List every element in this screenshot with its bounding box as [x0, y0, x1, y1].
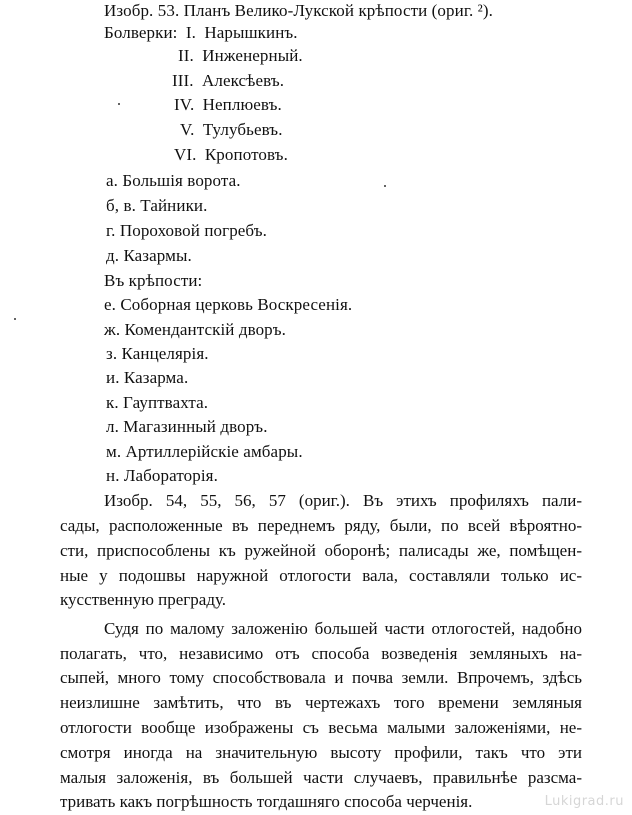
legend-item: и. Казарма.	[106, 368, 189, 387]
paragraph-line: Изобр. 54, 55, 56, 57 (ориг.). Въ этихъ профиляхъ пали-	[104, 491, 582, 510]
scan-speck	[384, 185, 386, 187]
legend-item: л. Магазинный дворъ.	[106, 417, 268, 436]
watermark: Lukigrad.ru	[544, 794, 624, 809]
legend-item: б, в. Тайники.	[106, 196, 208, 215]
bastions-row-1	[104, 22, 298, 44]
paragraph-line: сыпей, много тому способствовала и почва земли. Впрочемъ, здѣсь	[60, 668, 582, 687]
paragraph-line: малыя заложенія, въ большей части случаевъ, правильнѣе разсма-	[60, 768, 582, 787]
paragraph-line: сады, расположенные въ переднемъ ряду, были, по всей вѣроятно-	[60, 516, 582, 535]
scan-speck	[14, 318, 16, 320]
legend-item: г. Пороховой погребъ.	[106, 221, 268, 240]
paragraph-line: неизлишне замѣтить, что въ чертежахъ того времени земляныя	[60, 693, 582, 712]
bastion-number: III.	[172, 71, 194, 90]
legend-item: м. Артиллерійскіе амбары.	[106, 442, 303, 461]
bastion-item	[172, 70, 284, 92]
bastion-name: Алексѣевъ.	[202, 71, 285, 90]
legend-item: ж. Комендантскій дворъ.	[104, 320, 287, 339]
bastion-name: Тулубьевъ.	[202, 120, 283, 139]
legend-item: к. Гауптвахта.	[106, 393, 209, 412]
section-label: Въ крѣпости:	[104, 271, 203, 290]
scan-speck	[118, 103, 120, 105]
paragraph-line: Судя по малому заложенію большей части отлогостей, надобно	[104, 619, 582, 638]
bastion-name: Кропотовъ.	[204, 145, 288, 164]
bastion-name: Нарышкинъ.	[204, 23, 298, 42]
bastion-name: Инженерный.	[202, 46, 303, 65]
bastion-number: II.	[178, 46, 194, 65]
paragraph-line: смотря иногда на значительную высоту профили, такъ что эти	[60, 743, 582, 762]
bastion-number: IV.	[174, 95, 195, 114]
bastion-number: I.	[185, 23, 196, 42]
figure-caption: Изобр. 53. Планъ Велико-Лукской крѣпости (ориг. ²).	[104, 1, 493, 20]
legend-item: а. Большія ворота.	[106, 171, 241, 190]
bastion-number: VI.	[174, 145, 197, 164]
paragraph-line: кусственную преграду.	[60, 590, 227, 609]
bastion-name: Неплюевъ.	[202, 95, 282, 114]
bastion-item	[174, 144, 288, 166]
paragraph-line: сти, приспособлены къ ружейной оборонѣ; палисады же, помѣщен-	[60, 541, 582, 560]
paragraph-line: ные у подошвы наружной отлогости вала, составляли только ис-	[60, 566, 582, 585]
paragraph-line: отлогости вообще изображены съ весьма малыми заложеніями, не-	[60, 718, 582, 737]
legend-item: е. Соборная церковь Воскресенія.	[104, 295, 353, 314]
paragraph-line: тривать какъ погрѣшность тогдашняго способа черченія.	[60, 792, 473, 811]
bastion-number: V.	[180, 120, 195, 139]
bastion-item	[178, 45, 303, 67]
legend-item: д. Казармы.	[106, 246, 192, 265]
bastion-item	[180, 119, 283, 141]
bastion-item	[174, 94, 282, 116]
legend-item: н. Лабораторія.	[106, 466, 218, 485]
bastions-label: Болверки:	[104, 23, 178, 42]
paragraph-line: полагать, что, независимо отъ способа возведенія земляныхъ на-	[60, 644, 582, 663]
legend-item: з. Канцелярія.	[106, 344, 209, 363]
